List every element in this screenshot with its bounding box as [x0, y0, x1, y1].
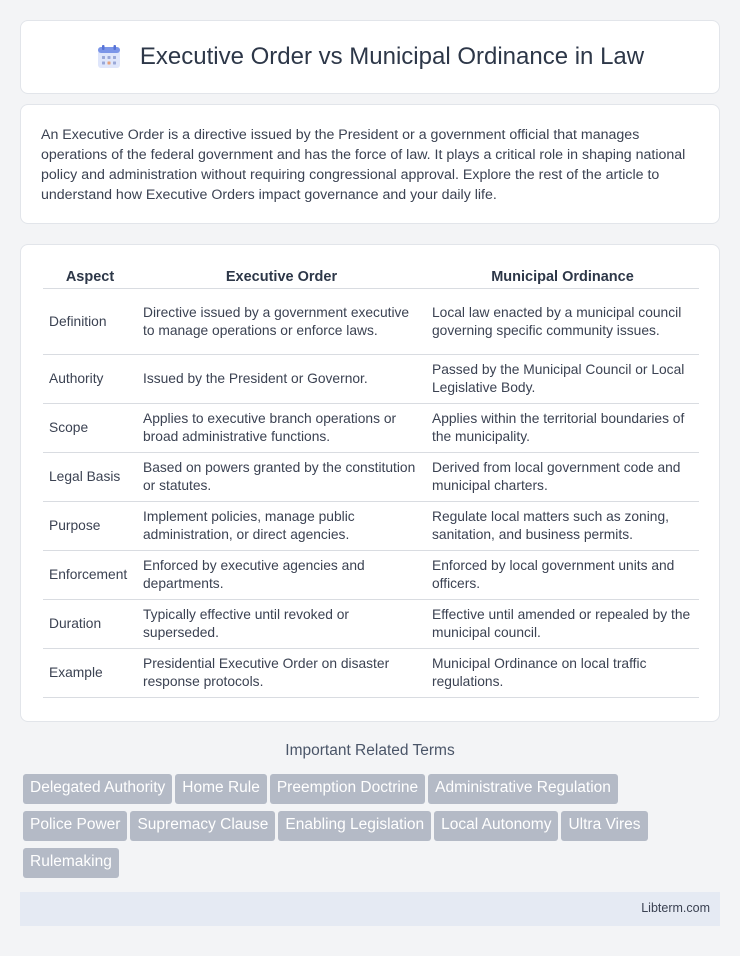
- header-aspect: Aspect: [43, 265, 137, 289]
- tag-police-power[interactable]: Police Power: [23, 811, 127, 841]
- row-executive-order: Typically effective until revoked or superseded.: [137, 600, 426, 649]
- tag-enabling-legislation[interactable]: Enabling Legislation: [278, 811, 431, 841]
- page-title: Executive Order vs Municipal Ordinance in Law: [139, 43, 645, 70]
- row-executive-order: Implement policies, manage public administration, or direct agencies.: [137, 502, 426, 551]
- table-header-row: [43, 265, 699, 289]
- tag-rulemaking[interactable]: Rulemaking: [23, 848, 119, 878]
- comparison-table: [43, 265, 699, 698]
- related-terms-list: [23, 774, 717, 885]
- row-municipal-ordinance: Enforced by local government units and officers.: [426, 551, 699, 600]
- title-card: [20, 20, 720, 94]
- row-municipal-ordinance: Local law enacted by a municipal council governing specific community issues.: [426, 289, 699, 355]
- comparison-card: [20, 244, 720, 722]
- row-aspect: Scope: [43, 404, 137, 453]
- tag-preemption-doctrine[interactable]: Preemption Doctrine: [270, 774, 425, 804]
- row-municipal-ordinance: Derived from local government code and municipal charters.: [426, 453, 699, 502]
- row-aspect: Authority: [43, 355, 137, 404]
- table-row: [43, 551, 699, 600]
- row-executive-order: Directive issued by a government executive to manage operations or enforce laws.: [137, 289, 426, 355]
- tag-delegated-authority[interactable]: Delegated Authority: [23, 774, 172, 804]
- row-aspect: Definition: [43, 289, 137, 355]
- row-executive-order: Issued by the President or Governor.: [137, 355, 426, 404]
- row-aspect: Example: [43, 649, 137, 698]
- row-executive-order: Based on powers granted by the constitution or statutes.: [137, 453, 426, 502]
- header-executive-order: Executive Order: [137, 265, 426, 289]
- row-aspect: Duration: [43, 600, 137, 649]
- footer-site-link[interactable]: Libterm.com: [641, 901, 710, 915]
- row-aspect: Enforcement: [43, 551, 137, 600]
- row-municipal-ordinance: Municipal Ordinance on local traffic regulations.: [426, 649, 699, 698]
- row-executive-order: Presidential Executive Order on disaster response protocols.: [137, 649, 426, 698]
- row-municipal-ordinance: Effective until amended or repealed by the municipal council.: [426, 600, 699, 649]
- table-row: [43, 600, 699, 649]
- table-row: [43, 404, 699, 453]
- table-row: [43, 649, 699, 698]
- row-municipal-ordinance: Passed by the Municipal Council or Local Legislative Body.: [426, 355, 699, 404]
- row-aspect: Legal Basis: [43, 453, 137, 502]
- calendar-grid-icon: [96, 44, 122, 70]
- row-aspect: Purpose: [43, 502, 137, 551]
- table-row: [43, 453, 699, 502]
- row-executive-order: Enforced by executive agencies and departments.: [137, 551, 426, 600]
- table-row: [43, 289, 699, 355]
- tag-administrative-regulation[interactable]: Administrative Regulation: [428, 774, 618, 804]
- table-row: [43, 502, 699, 551]
- related-terms-title: Important Related Terms: [285, 742, 455, 759]
- tag-ultra-vires[interactable]: Ultra Vires: [561, 811, 647, 841]
- row-municipal-ordinance: Regulate local matters such as zoning, sanitation, and business permits.: [426, 502, 699, 551]
- row-executive-order: Applies to executive branch operations or broad administrative functions.: [137, 404, 426, 453]
- intro-text: An Executive Order is a directive issued by the President or a government official that manages operations of the federal government and has the force of law. It plays a critical role in shaping national policy and administration without requiring congressional approval. Explore the rest of the article to understand how Executive Orders impact governance and your daily life.: [41, 127, 686, 203]
- header-municipal-ordinance: Municipal Ordinance: [426, 265, 699, 289]
- intro-card: [20, 104, 720, 224]
- tag-supremacy-clause[interactable]: Supremacy Clause: [130, 811, 275, 841]
- tag-home-rule[interactable]: Home Rule: [175, 774, 267, 804]
- tag-local-autonomy[interactable]: Local Autonomy: [434, 811, 558, 841]
- table-row: [43, 355, 699, 404]
- footer: [20, 892, 720, 926]
- row-municipal-ordinance: Applies within the territorial boundaries of the municipality.: [426, 404, 699, 453]
